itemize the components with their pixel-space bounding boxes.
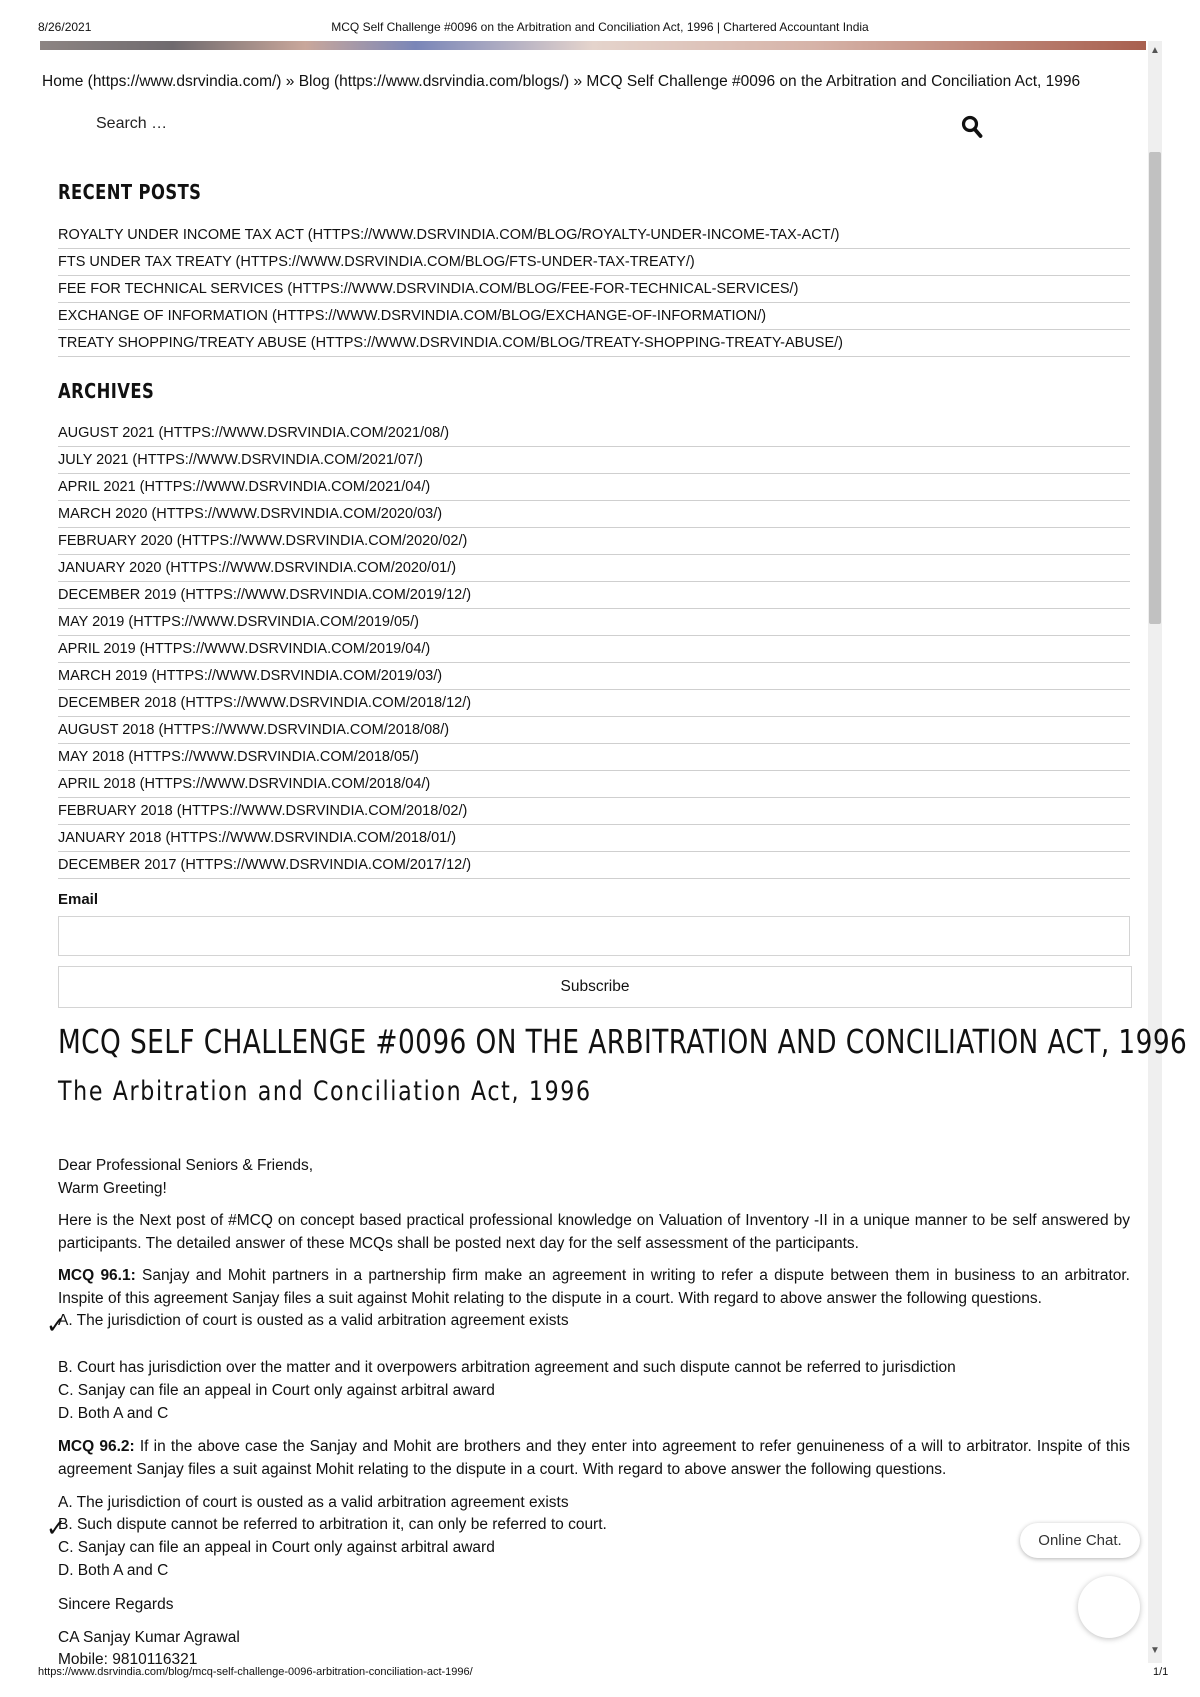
recent-post-link[interactable]: ROYALTY UNDER INCOME TAX ACT (HTTPS://WWW.DSRVINDIA.COM/BLOG/ROYALTY-UNDER-INCOME-TAX-ACT/) <box>58 222 1130 249</box>
post-subtitle: The Arbitration and Conciliation Act, 1996 <box>58 1076 592 1107</box>
archive-link[interactable]: DECEMBER 2018 (HTTPS://WWW.DSRVINDIA.COM/2018/12/) <box>58 690 1130 717</box>
question-2 <box>58 1436 1130 1481</box>
email-field[interactable] <box>58 916 1130 956</box>
search-input[interactable]: Search … <box>96 115 168 132</box>
archives-list <box>58 420 1130 879</box>
archive-link[interactable]: FEBRUARY 2020 (HTTPS://WWW.DSRVINDIA.COM/2020/02/) <box>58 528 1130 555</box>
recent-posts-list <box>58 222 1130 357</box>
recent-post-link[interactable]: FEE FOR TECHNICAL SERVICES (HTTPS://WWW.DSRVINDIA.COM/BLOG/FEE-FOR-TECHNICAL-SERVICES/) <box>58 276 1130 303</box>
post-title: MCQ SELF CHALLENGE #0096 ON THE ARBITRATION AND CONCILIATION ACT, 1996 <box>58 1022 1188 1061</box>
print-footer-url: https://www.dsrvindia.com/blog/mcq-self-challenge-0096-arbitration-conciliation-act-1996/ <box>38 1666 473 1678</box>
archive-link[interactable]: APRIL 2019 (HTTPS://WWW.DSRVINDIA.COM/2019/04/) <box>58 636 1130 663</box>
archive-link[interactable]: MARCH 2019 (HTTPS://WWW.DSRVINDIA.COM/2019/03/) <box>58 663 1130 690</box>
q2-option-c: C. Sanjay can file an appeal in Court only against arbitral award <box>58 1539 495 1556</box>
q1-option-a: A. The jurisdiction of court is ousted as a valid arbitration agreement exists <box>58 1312 569 1329</box>
recent-posts-heading: RECENT POSTS <box>58 180 202 204</box>
question-1-text: Sanjay and Mohit partners in a partnership firm make an agreement in writing to refer a dispute between them in business to an arbitrator. Inspite of this agreement Sanjay files a suit against Mohit relating to the dispute in a court. With regard to above answer the following questions. <box>58 1267 1130 1307</box>
print-title: MCQ Self Challenge #0096 on the Arbitration and Conciliation Act, 1996 | Chartered Accountant India <box>331 20 869 34</box>
chat-bubble-button[interactable] <box>1078 1576 1140 1638</box>
email-label: Email <box>58 891 99 908</box>
search-icon[interactable] <box>961 115 983 139</box>
recent-post-link[interactable]: FTS UNDER TAX TREATY (HTTPS://WWW.DSRVINDIA.COM/BLOG/FTS-UNDER-TAX-TREATY/) <box>58 249 1130 276</box>
scroll-up-arrow-icon[interactable]: ▲ <box>1150 45 1160 56</box>
q2-option-b: B. Such dispute cannot be referred to arbitration it, can only be referred to court. <box>58 1516 607 1533</box>
archives-heading: ARCHIVES <box>58 379 155 403</box>
print-page-number: 1/1 <box>1153 1666 1169 1678</box>
question-1-label: MCQ 96.1: <box>58 1267 136 1284</box>
scrollbar-thumb[interactable] <box>1149 152 1161 624</box>
q2-option-d: D. Both A and C <box>58 1562 169 1579</box>
q2-option-a: A. The jurisdiction of court is ousted as a valid arbitration agreement exists <box>58 1494 569 1511</box>
closing: Sincere Regards <box>58 1596 174 1613</box>
archive-link[interactable]: MAY 2018 (HTTPS://WWW.DSRVINDIA.COM/2018/05/) <box>58 744 1130 771</box>
archive-link[interactable]: MAY 2019 (HTTPS://WWW.DSRVINDIA.COM/2019/05/) <box>58 609 1130 636</box>
checkmark-icon: ✓ <box>46 1312 67 1339</box>
checkmark-icon: ✓ <box>46 1515 67 1542</box>
archive-link[interactable]: JULY 2021 (HTTPS://WWW.DSRVINDIA.COM/2021/07/) <box>58 447 1130 474</box>
recent-post-link[interactable]: EXCHANGE OF INFORMATION (HTTPS://WWW.DSRVINDIA.COM/BLOG/EXCHANGE-OF-INFORMATION/) <box>58 303 1130 330</box>
archive-link[interactable]: DECEMBER 2019 (HTTPS://WWW.DSRVINDIA.COM/2019/12/) <box>58 582 1130 609</box>
online-chat-button[interactable]: Online Chat. <box>1020 1523 1140 1558</box>
question-2-label: MCQ 96.2: <box>58 1438 135 1455</box>
recent-post-link[interactable]: TREATY SHOPPING/TREATY ABUSE (HTTPS://WWW.DSRVINDIA.COM/BLOG/TREATY-SHOPPING-TREATY-ABUSE/) <box>58 330 1130 357</box>
archive-link[interactable]: APRIL 2021 (HTTPS://WWW.DSRVINDIA.COM/2021/04/) <box>58 474 1130 501</box>
question-1 <box>58 1265 1130 1310</box>
post-intro: Here is the Next post of #MCQ on concept based practical professional knowledge on Valuation of Inventory -II in a unique manner to be self answered by participants. The detailed answer of these MCQs shall be posted next day for the self assessment of the participants. <box>58 1212 1130 1252</box>
archive-link[interactable]: JANUARY 2018 (HTTPS://WWW.DSRVINDIA.COM/2018/01/) <box>58 825 1130 852</box>
archive-link[interactable]: DECEMBER 2017 (HTTPS://WWW.DSRVINDIA.COM/2017/12/) <box>58 852 1130 879</box>
archive-link[interactable]: JANUARY 2020 (HTTPS://WWW.DSRVINDIA.COM/2020/01/) <box>58 555 1130 582</box>
greeting-line-2: Warm Greeting! <box>58 1180 167 1197</box>
subscribe-button[interactable]: Subscribe <box>58 966 1132 1008</box>
greeting-line-1: Dear Professional Seniors & Friends, <box>58 1157 314 1174</box>
archive-link[interactable]: APRIL 2018 (HTTPS://WWW.DSRVINDIA.COM/2018/04/) <box>58 771 1130 798</box>
question-2-text: If in the above case the Sanjay and Mohit are brothers and they enter into agreement to refer genuineness of a will to arbitrator. Inspite of this agreement Sanjay files a suit against Mohit relating to the dispute in a court. With regard to above answer the following questions. <box>58 1438 1130 1478</box>
archive-link[interactable]: MARCH 2020 (HTTPS://WWW.DSRVINDIA.COM/2020/03/) <box>58 501 1130 528</box>
archive-link[interactable]: FEBRUARY 2018 (HTTPS://WWW.DSRVINDIA.COM/2018/02/) <box>58 798 1130 825</box>
scroll-down-arrow-icon[interactable]: ▼ <box>1150 1645 1160 1656</box>
q1-option-b: B. Court has jurisdiction over the matter and it overpowers arbitration agreement and such dispute cannot be referred to jurisdiction <box>58 1359 956 1376</box>
q1-option-c: C. Sanjay can file an appeal in Court only against arbitral award <box>58 1382 495 1399</box>
header-banner-image <box>40 41 1146 50</box>
print-date: 8/26/2021 <box>38 20 92 34</box>
archive-link[interactable]: AUGUST 2021 (HTTPS://WWW.DSRVINDIA.COM/2021/08/) <box>58 420 1130 447</box>
q1-option-d: D. Both A and C <box>58 1405 169 1422</box>
author-name: CA Sanjay Kumar Agrawal <box>58 1629 240 1646</box>
author-mobile: Mobile: 9810116321 <box>58 1651 198 1668</box>
archive-link[interactable]: AUGUST 2018 (HTTPS://WWW.DSRVINDIA.COM/2018/08/) <box>58 717 1130 744</box>
breadcrumb[interactable]: Home (https://www.dsrvindia.com/) » Blog (https://www.dsrvindia.com/blogs/) » MCQ Self Challenge #0096 on the Arbitration and Conciliation Act, 1996 <box>42 73 1081 90</box>
